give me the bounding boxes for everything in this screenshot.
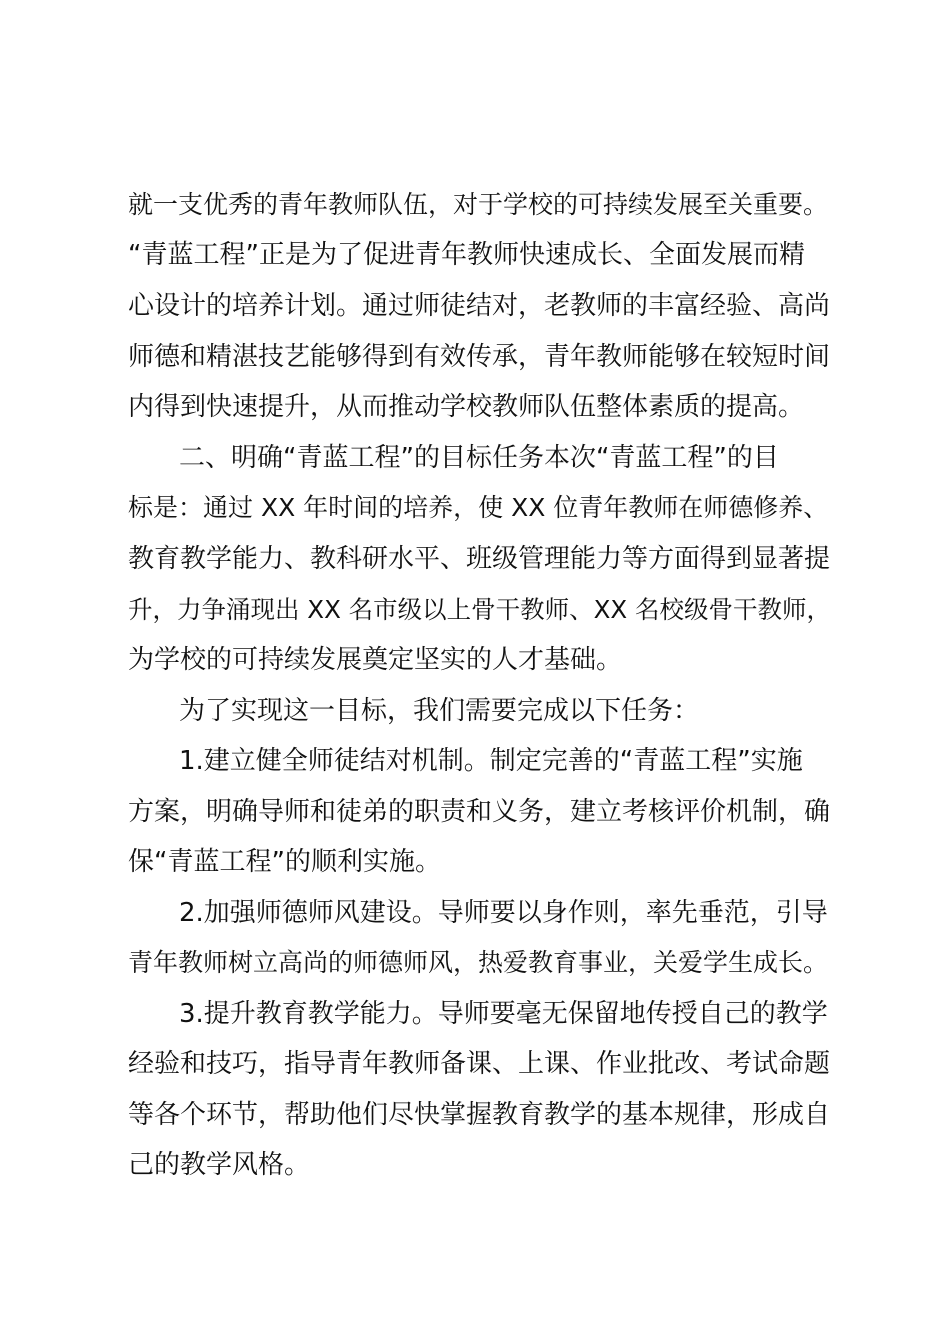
text-line: 为了实现这一目标，我们需要完成以下任务：	[179, 696, 700, 726]
text-line: 就一支优秀的青年教师队伍，对于学校的可持续发展至关重要。	[128, 190, 829, 219]
text-line: “青蓝工程”正是为了促进青年教师快速成长、全面发展而精	[128, 240, 805, 270]
text-line: 保“青蓝工程”的顺利实施。	[128, 847, 441, 877]
text-line: 方案，明确导师和徒弟的职责和义务，建立考核评价机制，确	[128, 797, 831, 827]
text-line: 3.提升教育教学能力。导师要毫无保留地传授自己的教学	[179, 999, 828, 1029]
text-line: 1.建立健全师徒结对机制。制定完善的“青蓝工程”实施	[179, 746, 803, 776]
text-line: 2.加强师德师风建设。导师要以身作则，率先垂范，引导	[179, 898, 828, 928]
text-line: 等各个环节，帮助他们尽快掌握教育教学的基本规律，形成自	[128, 1100, 831, 1130]
text-line: 升，力争涌现出 XX 名市级以上骨干教师、XX 名校级骨干教师，	[128, 595, 831, 624]
text-line: 标是：通过 XX 年时间的培养，使 XX 位青年教师在师德修养、	[128, 493, 829, 522]
text-line: 为学校的可持续发展奠定坚实的人才基础。	[128, 645, 623, 675]
text-line: 教育教学能力、教科研水平、班级管理能力等方面得到显著提	[128, 544, 831, 574]
text-line: 经验和技巧，指导青年教师备课、上课、作业批改、考试命题	[128, 1049, 831, 1079]
text-line: 青年教师树立高尚的师德师风，热爱教育事业，关爱学生成长。	[128, 948, 829, 977]
text-line: 二、明确“青蓝工程”的目标任务本次“青蓝工程”的目	[179, 443, 779, 473]
text-line: 心设计的培养计划。通过师徒结对，老教师的丰富经验、高尚	[128, 291, 831, 321]
text-line: 内得到快速提升，从而推动学校教师队伍整体素质的提高。	[128, 392, 805, 422]
text-line: 己的教学风格。	[128, 1150, 311, 1180]
text-line: 师德和精湛技艺能够得到有效传承，青年教师能够在较短时间	[128, 342, 831, 372]
